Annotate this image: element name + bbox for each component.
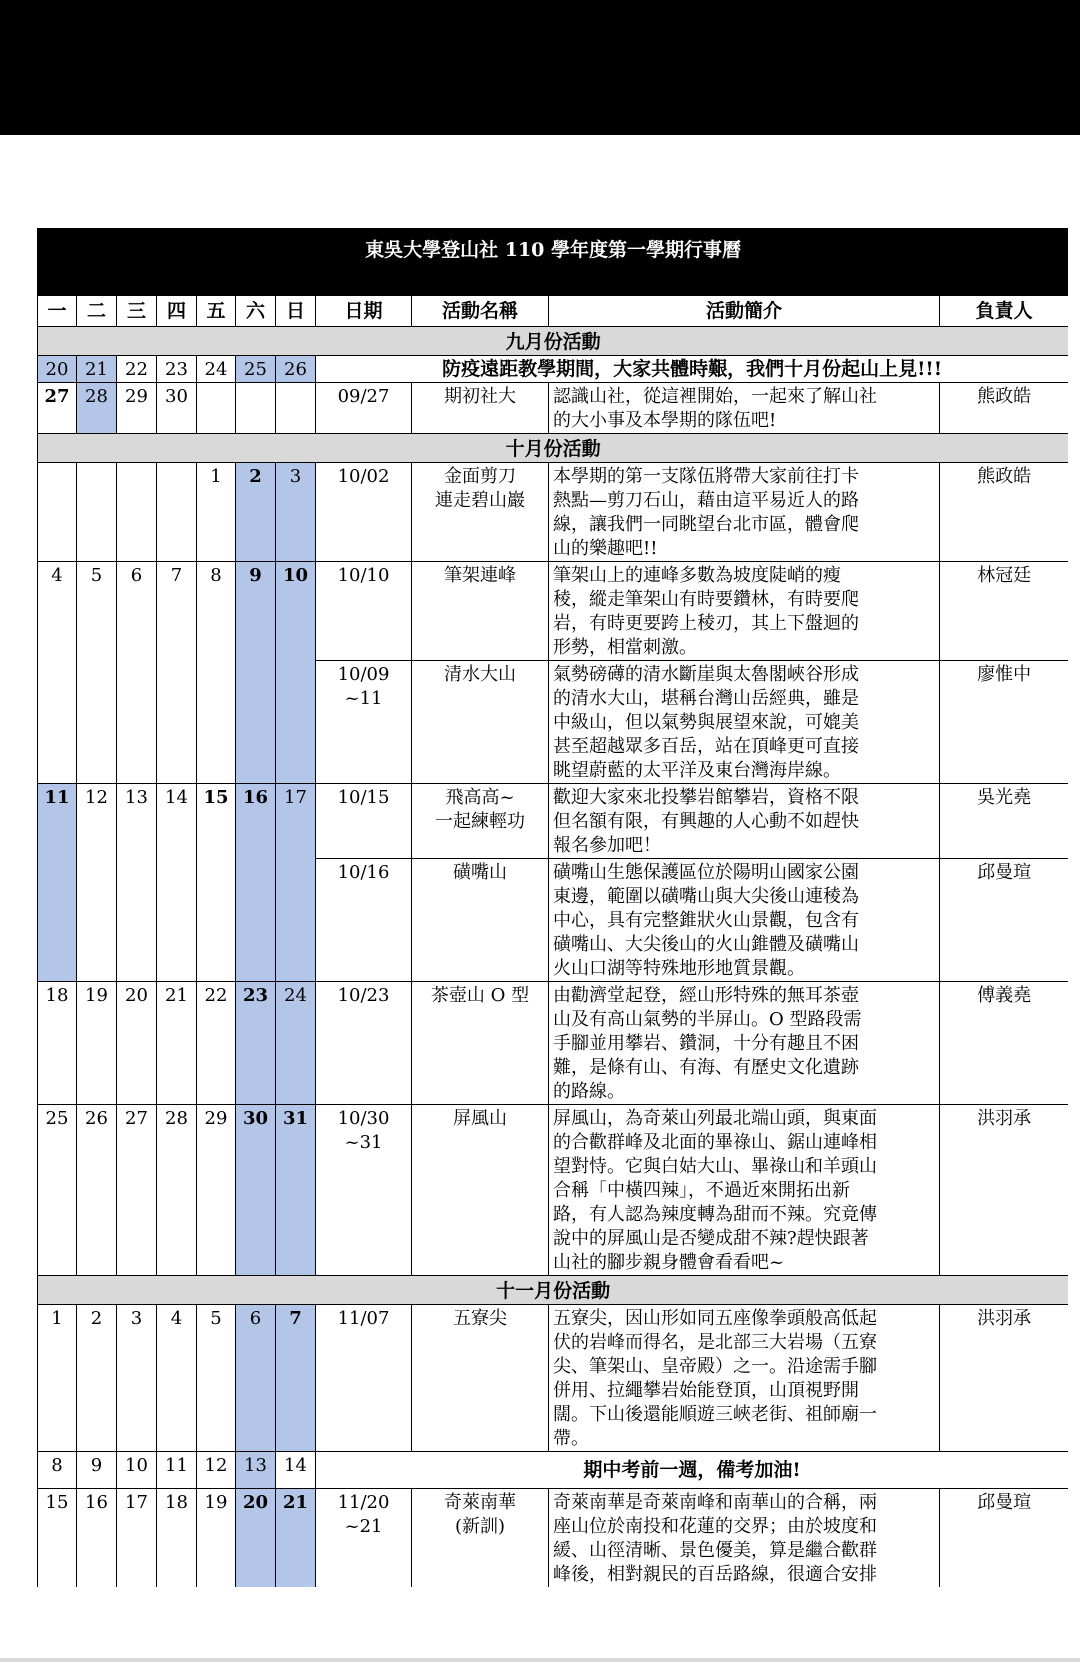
day-cell: 11 [38,784,77,982]
day-cell: 30 [157,383,197,434]
event-desc: 筆架山上的連峰多數為坡度陡峭的瘦 稜，縱走筆架山有時要鑽林，有時要爬 岩，有時更要跨上稜刃，其上下盤迴的 形勢，相當刺激。 [549,562,940,661]
event-desc: 奇萊南華是奇萊南峰和南華山的合稱，兩 座山位於南投和花蓮的交界；由於坡度和 緩、山徑清晰、景色優美，算是繼合歡群 峰後，相對親民的百岳路線，很適合安排 [549,1489,940,1588]
event-date: 09/27 [316,383,412,434]
day-cell: 25 [236,356,276,383]
day-cell [117,463,157,562]
day-cell: 10 [117,1452,157,1489]
day-cell: 15 [197,784,236,982]
month-header-september: 九月份活動 [38,327,1069,356]
event-person: 吳光堯 [940,784,1069,859]
event-date: 10/23 [316,982,412,1105]
day-cell: 4 [157,1305,197,1452]
day-cell: 20 [38,356,77,383]
event-name: 茶壺山 O 型 [412,982,549,1105]
day-cell: 1 [197,463,236,562]
event-person: 傅義堯 [940,982,1069,1105]
day-cell: 9 [236,562,276,784]
day-cell: 8 [38,1452,77,1489]
day-cell: 26 [276,356,316,383]
event-desc: 本學期的第一支隊伍將帶大家前往打卡 熱點—剪刀石山，藉由這平易近人的路 線，讓我們一同眺望台北市區，體會爬 山的樂趣吧!! [549,463,940,562]
day-cell: 18 [38,982,77,1105]
day-cell: 25 [38,1105,77,1276]
header-row [38,296,1069,327]
day-cell: 5 [197,1305,236,1452]
day-cell [276,383,316,434]
day-cell: 13 [117,784,157,982]
event-desc: 認識山社，從這裡開始，一起來了解山社 的大小事及本學期的隊伍吧! [549,383,940,434]
day-cell: 8 [197,562,236,784]
day-cell: 19 [77,982,117,1105]
day-cell: 22 [197,982,236,1105]
header-thu: 四 [157,296,197,327]
event-person: 熊政皓 [940,383,1069,434]
week-row [38,562,1069,661]
day-cell [197,383,236,434]
day-cell: 20 [236,1489,276,1588]
event-person: 洪羽承 [940,1105,1069,1276]
header-date: 日期 [316,296,412,327]
day-cell: 10 [276,562,316,784]
event-desc: 磺嘴山生態保護區位於陽明山國家公園 東邊，範圍以磺嘴山與大尖後山連稜為 中心，具有完整錐狀火山景觀，包含有 磺嘴山、大尖後山的火山錐體及磺嘴山 火山口湖等特殊地形地質景觀。 [549,859,940,982]
day-cell: 23 [157,356,197,383]
day-cell: 11 [157,1452,197,1489]
event-person: 熊政皓 [940,463,1069,562]
day-cell: 28 [77,383,117,434]
day-cell: 24 [276,982,316,1105]
month-header-october: 十月份活動 [38,434,1069,463]
day-cell: 17 [117,1489,157,1588]
event-desc: 歡迎大家來北投攀岩館攀岩，資格不限 但名額有限，有興趣的人心動不如趕快 報名參加吧！ [549,784,940,859]
header-sun: 日 [276,296,316,327]
calendar-sheet [37,228,1068,1587]
event-desc: 氣勢磅礡的清水斷崖與太魯閣峽谷形成 的清水大山，堪稱台灣山岳經典，雖是 中級山，但以氣勢與展望來說，可媲美 甚至超越眾多百岳，站在頂峰更可直接 眺望蔚藍的太平洋及東台灣海岸線。 [549,661,940,784]
day-cell: 30 [236,1105,276,1276]
event-name: 飛高高~ 一起練輕功 [412,784,549,859]
week-row [38,1305,1069,1452]
day-cell: 17 [276,784,316,982]
event-name: 五寮尖 [412,1305,549,1452]
header-activity-desc: 活動簡介 [549,296,940,327]
day-cell: 24 [197,356,236,383]
day-cell: 20 [117,982,157,1105]
header-sat: 六 [236,296,276,327]
day-cell: 1 [38,1305,77,1452]
event-date: 10/09 ~11 [316,661,412,784]
event-person: 邱曼瑄 [940,1489,1069,1588]
header-wed: 三 [117,296,157,327]
day-cell: 18 [157,1489,197,1588]
week-row [38,784,1069,859]
day-cell: 6 [117,562,157,784]
day-cell: 6 [236,1305,276,1452]
week-row [38,463,1069,562]
day-cell: 7 [276,1305,316,1452]
day-cell: 7 [157,562,197,784]
day-cell: 31 [276,1105,316,1276]
event-name: 筆架連峰 [412,562,549,661]
page-title: 東吳大學登山社 110 學年度第一學期行事曆 [38,229,1069,296]
event-date: 10/30 ~31 [316,1105,412,1276]
day-cell: 12 [197,1452,236,1489]
event-person: 廖惟中 [940,661,1069,784]
event-person: 洪羽承 [940,1305,1069,1452]
day-cell [236,383,276,434]
event-date: 10/10 [316,562,412,661]
top-black-bar [0,0,1080,135]
event-desc: 五寮尖，因山形如同五座像拳頭般高低起 伏的岩峰而得名，是北部三大岩場（五寮 尖、筆架山、皇帝殿）之一。沿途需手腳 併用、拉繩攀岩始能登頂，山頂視野開 闊。下山後還能順遊三峽老街、祖師廟一 帶。 [549,1305,940,1452]
day-cell: 22 [117,356,157,383]
header-person: 負責人 [940,296,1069,327]
event-name: 磺嘴山 [412,859,549,982]
event-person: 林冠廷 [940,562,1069,661]
day-cell: 16 [77,1489,117,1588]
day-cell: 14 [276,1452,316,1489]
event-date: 10/16 [316,859,412,982]
event-date: 10/02 [316,463,412,562]
day-cell: 12 [77,784,117,982]
event-desc: 由勸濟堂起登，經山形特殊的無耳茶壺 山及有高山氣勢的半屏山。O 型路段需 手腳並用攀岩、鑽洞，十分有趣且不困 難，是條有山、有海、有歷史文化遺跡 的路線。 [549,982,940,1105]
day-cell: 2 [77,1305,117,1452]
midterm-note: 期中考前一週，備考加油! [316,1452,1069,1489]
day-cell: 29 [117,383,157,434]
day-cell: 2 [236,463,276,562]
day-cell: 5 [77,562,117,784]
day-cell [157,463,197,562]
day-cell: 16 [236,784,276,982]
event-date: 11/20 ~21 [316,1489,412,1588]
day-cell: 21 [77,356,117,383]
week-row [38,1489,1069,1588]
day-cell: 23 [236,982,276,1105]
day-cell: 26 [77,1105,117,1276]
day-cell: 29 [197,1105,236,1276]
bottom-divider [0,1658,1080,1662]
day-cell: 14 [157,784,197,982]
event-name: 奇萊南華 (新訓) [412,1489,549,1588]
header-fri: 五 [197,296,236,327]
day-cell: 21 [276,1489,316,1588]
month-header-november: 十一月份活動 [38,1276,1069,1305]
day-cell: 15 [38,1489,77,1588]
day-cell: 27 [38,383,77,434]
event-name: 清水大山 [412,661,549,784]
week-row [38,383,1069,434]
week-row [38,982,1069,1105]
header-mon: 一 [38,296,77,327]
day-cell: 27 [117,1105,157,1276]
week-row [38,1452,1069,1489]
day-cell: 28 [157,1105,197,1276]
day-cell: 3 [117,1305,157,1452]
header-tue: 二 [77,296,117,327]
day-cell: 4 [38,562,77,784]
day-cell [38,463,77,562]
event-date: 11/07 [316,1305,412,1452]
event-desc: 屏風山，為奇萊山列最北端山頭，與東面 的合歡群峰及北面的畢祿山、鋸山連峰相 望對恃。它與白姑大山、畢祿山和羊頭山 合稱「中橫四辣」，不過近來開拓出新 路，有人認為辣度轉為甜而不辣。究竟傳 說中的屏風山是否變成甜不辣?趕快跟著 山社的腳步親身體會看看吧~ [549,1105,940,1276]
event-name: 金面剪刀 連走碧山巖 [412,463,549,562]
day-cell: 21 [157,982,197,1105]
event-date: 10/15 [316,784,412,859]
calendar-table [37,228,1068,1587]
day-cell: 9 [77,1452,117,1489]
week-row [38,356,1069,383]
day-cell [77,463,117,562]
week-row [38,1105,1069,1276]
day-cell: 19 [197,1489,236,1588]
day-cell: 3 [276,463,316,562]
event-name: 屏風山 [412,1105,549,1276]
event-person: 邱曼瑄 [940,859,1069,982]
header-activity-name: 活動名稱 [412,296,549,327]
day-cell: 13 [236,1452,276,1489]
event-name: 期初社大 [412,383,549,434]
remote-teaching-note: 防疫遠距教學期間，大家共體時艱，我們十月份起山上見!!! [316,356,1069,383]
